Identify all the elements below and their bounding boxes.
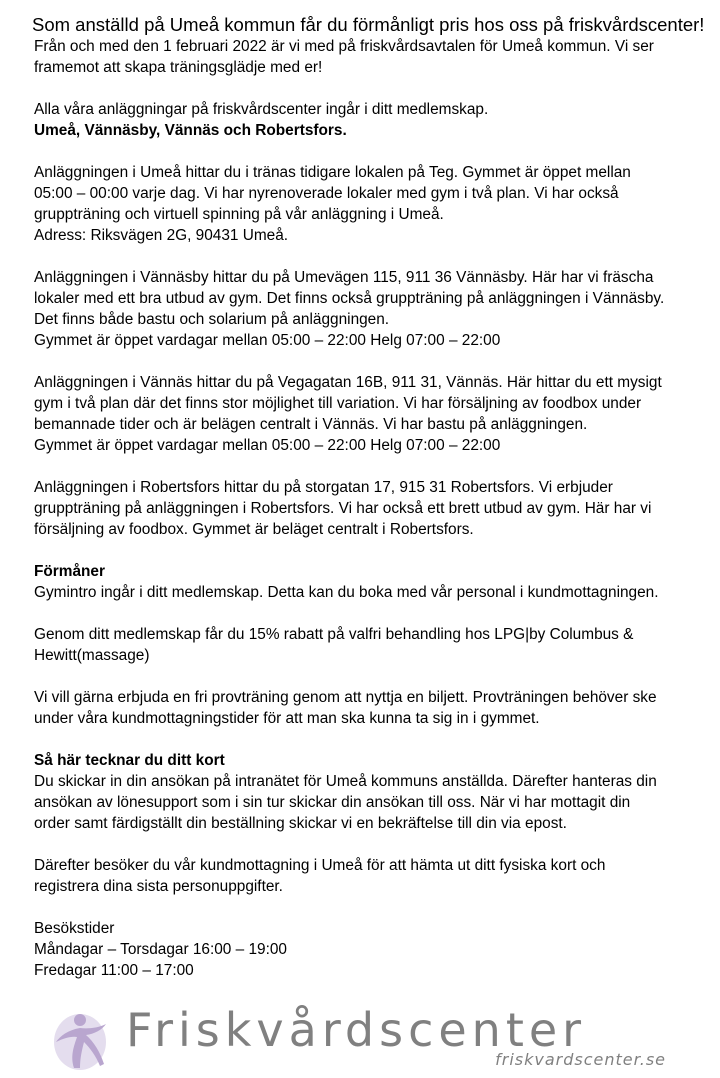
- facility-line: gruppträning och virtuell spinning på vår anläggning i Umeå.: [34, 206, 444, 223]
- intro-line: Från och med den 1 februari 2022 är vi med på friskvårdsavtalen för Umeå kommun. Vi ser: [34, 38, 654, 55]
- facility-line: Anläggningen i Vännäs hittar du på Vegagatan 16B, 911 31, Vännäs. Här hittar du ett mysigt: [34, 374, 662, 391]
- howto-line: order samt färdigställt din beställning skickar vi en bekräftelse till din via epost.: [34, 815, 567, 832]
- membership-text: Alla våra anläggningar på friskvårdscenter ingår i ditt medlemskap.: [34, 101, 489, 118]
- discount-line: Hewitt(massage): [34, 647, 150, 664]
- facility-address: Adress: Riksvägen 2G, 90431 Umeå.: [34, 227, 289, 244]
- howto-line: ansökan av lönesupport som i sin tur skickar din ansökan till oss. När vi har mottagit din: [34, 794, 631, 811]
- facility-vannas: [34, 372, 710, 456]
- benefits-heading: Förmåner: [34, 563, 105, 580]
- howto-heading: Så här tecknar du ditt kort: [34, 752, 225, 769]
- facility-line: Anläggningen i Vännäsby hittar du på Umevägen 115, 911 36 Vännäsby. Här har vi fräscha: [34, 269, 654, 286]
- benefits-gymintro: Gymintro ingår i ditt medlemskap. Detta kan du boka med vår personal i kundmottagningen.: [34, 584, 659, 601]
- intro-paragraph: [34, 36, 710, 78]
- facility-line: lokaler med ett bra utbud av gym. Det finns också gruppträning på anläggningen i Vännäsby.: [34, 290, 665, 307]
- facility-hours: Gymmet är öppet vardagar mellan 05:00 – 22:00 Helg 07:00 – 22:00: [34, 332, 501, 349]
- figure-logo-icon: [50, 1008, 110, 1072]
- howto-line: Du skickar in din ansökan på intranätet för Umeå kommuns anställda. Därefter hanteras din: [34, 773, 657, 790]
- trial-line: under våra kundmottagningstider för att man ska kunna ta sig in i gymmet.: [34, 710, 540, 727]
- howto-section: [34, 750, 710, 834]
- facility-robertsfors: [34, 477, 710, 540]
- facility-line: Det finns både bastu och solarium på anläggningen.: [34, 311, 390, 328]
- facility-line: gruppträning på anläggningen i Robertsfors. Vi har också ett brett utbud av gym. Här har vi: [34, 500, 652, 517]
- hours-weekdays: Måndagar – Torsdagar 16:00 – 19:00: [34, 941, 287, 958]
- trial-line: Vi vill gärna erbjuda en fri provträning genom att nyttja en biljett. Provträningen behöver ske: [34, 689, 657, 706]
- facility-vannasby: [34, 267, 710, 351]
- membership-locations: Umeå, Vännäsby, Vännäs och Robertsfors.: [34, 122, 347, 139]
- facility-line: gym i två plan där det finns stor möjlighet till variation. Vi har försäljning av foodbox under: [34, 395, 642, 412]
- logo-url: friskvardscenter.se: [495, 1050, 666, 1069]
- hours-friday: Fredagar 11:00 – 17:00: [34, 962, 194, 979]
- facility-hours: Gymmet är öppet vardagar mellan 05:00 – 22:00 Helg 07:00 – 22:00: [34, 437, 501, 454]
- visiting-hours: [34, 918, 710, 981]
- logo-name: Friskvårdscenter: [126, 1003, 587, 1057]
- document-content: [34, 14, 710, 981]
- hours-heading: Besökstider: [34, 920, 115, 937]
- facility-line: försäljning av foodbox. Gymmet är beläget centralt i Robertsfors.: [34, 521, 474, 538]
- facility-line: Anläggningen i Umeå hittar du i tränas tidigare lokalen på Teg. Gymmet är öppet mellan: [34, 164, 631, 181]
- benefits-discount: [34, 624, 710, 666]
- visit-line: Därefter besöker du vår kundmottagning i Umeå för att hämta ut ditt fysiska kort och: [34, 857, 606, 874]
- friskvardscenter-logo: [46, 1000, 706, 1076]
- facility-line: bemannade tider och är belägen centralt i Vännäs. Vi har bastu på anläggningen.: [34, 416, 588, 433]
- discount-line: Genom ditt medlemskap får du 15% rabatt på valfri behandling hos LPG|by Columbus &: [34, 626, 634, 643]
- benefits-section: [34, 561, 710, 603]
- howto-visit: [34, 855, 710, 897]
- visit-line: registrera dina sista personuppgifter.: [34, 878, 283, 895]
- page-title: Som anställd på Umeå kommun får du förmånligt pris hos oss på friskvårdscenter!: [32, 14, 705, 35]
- intro-line: framemot att skapa träningsglädje med er!: [34, 59, 323, 76]
- facility-line: Anläggningen i Robertsfors hittar du på storgatan 17, 915 31 Robertsfors. Vi erbjuder: [34, 479, 613, 496]
- facility-line: 05:00 – 00:00 varje dag. Vi har nyrenoverade lokaler med gym i två plan. Vi har också: [34, 185, 619, 202]
- benefits-trial: [34, 687, 710, 729]
- facility-umea: [34, 162, 710, 246]
- membership-paragraph: [34, 99, 710, 141]
